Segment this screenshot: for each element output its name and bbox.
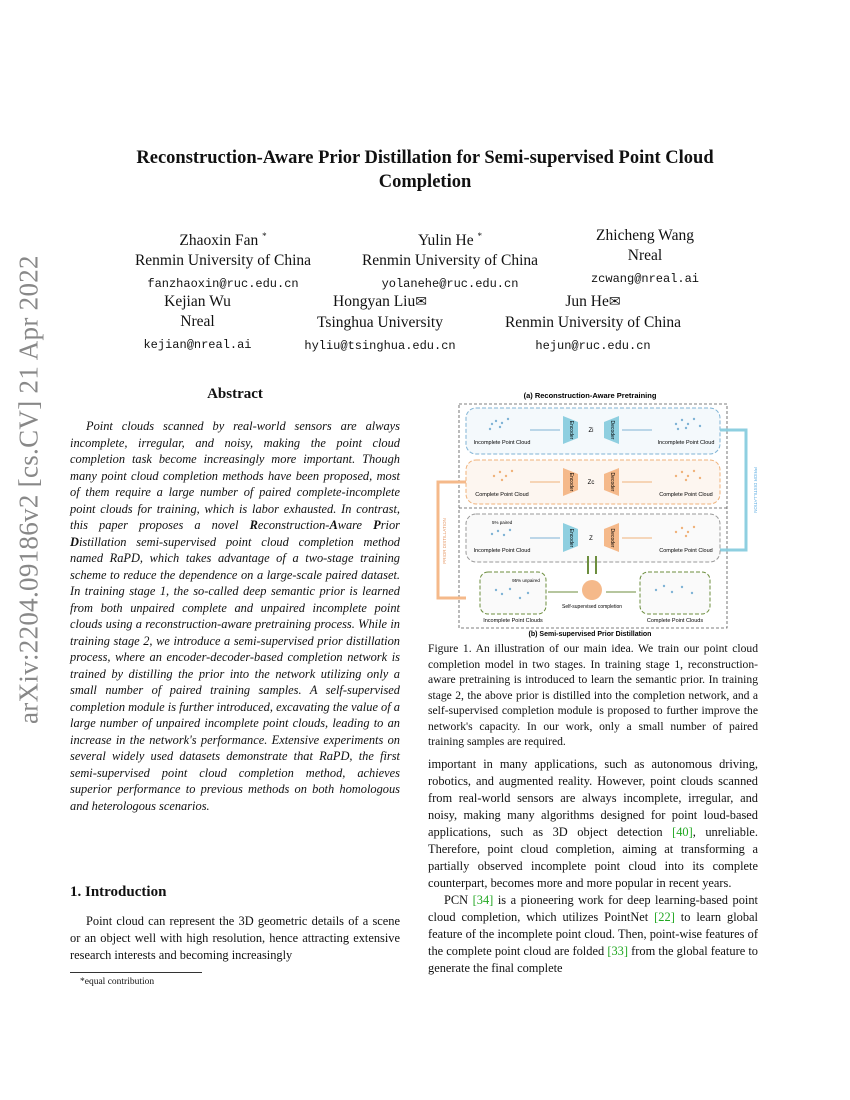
encoder-label: Encoder [568, 420, 574, 440]
author-email[interactable]: hyliu@tsinghua.edu.cn [304, 339, 456, 353]
author-email[interactable]: zcwang@nreal.ai [590, 272, 700, 286]
author-name: Zhicheng Wang [596, 227, 694, 244]
author-block [118, 226, 328, 293]
acronym-rest: econstruction- [257, 518, 330, 532]
body-text: is a pioneering work for deep learning-based point cloud completion, which utilizes PointNet [428, 893, 758, 924]
citation-link[interactable]: [22] [654, 910, 675, 924]
author-block [285, 292, 475, 355]
abstract-body [70, 418, 400, 814]
author-block [488, 292, 698, 355]
figure-1 [430, 386, 770, 638]
intro-body [70, 913, 400, 964]
mail-icon: ✉ [608, 295, 621, 310]
acronym-letter: D [70, 534, 79, 549]
label-paired: 5% paired [492, 520, 513, 525]
body-text: from the global feature to generate the final complete [428, 944, 758, 975]
encoder-label: Encoder [568, 472, 574, 492]
prior-label-left: PRIOR DISTILLATION [442, 518, 447, 564]
prior-connector-right [720, 430, 746, 550]
acronym-rest: rior [380, 518, 400, 532]
label-self-supervised: Self-supervised completion [561, 604, 623, 610]
abstract-heading: Abstract [207, 386, 263, 402]
prior-label-right: PRIOR DISTILLATION [753, 467, 758, 513]
decoder-label: Decoder [609, 420, 615, 440]
citation-link[interactable]: [34] [472, 893, 494, 907]
right-column-body [428, 756, 758, 977]
acronym-letter: R [249, 518, 258, 532]
paper-title: Reconstruction-Aware Prior Distillation for Semi-supervised Point Cloud Completion [136, 148, 714, 192]
body-text: , unreliable. Therefore, point cloud completion, aiming at transforming a partially observed incomplete point cloud into its complete counterpart, becomes more and more popular in recent years. [428, 825, 758, 890]
author-affiliation: Renmin University of China [361, 252, 539, 270]
complete-clouds-box [640, 572, 710, 614]
author-block [345, 226, 555, 293]
figure-title-b: (b) Semi-supervised Prior Distillation [528, 631, 652, 638]
equal-mark: * [477, 231, 482, 241]
label-complete-clouds: Complete Point Clouds [646, 618, 704, 624]
author-affiliation: Nreal [180, 313, 215, 330]
label-incomplete: Incomplete Point Cloud [473, 440, 531, 446]
label-complete: Complete Point Cloud [659, 548, 713, 554]
author-affiliation: Renmin University of China [504, 314, 682, 331]
label-incomplete-clouds: Incomplete Point Clouds [483, 618, 543, 624]
footnote: *equal contribution [80, 977, 155, 987]
latent-zi: Zi [588, 428, 594, 434]
author-name: Yulin He [418, 232, 474, 250]
body-text: PCN [444, 893, 473, 907]
author-email[interactable]: kejian@nreal.ai [143, 338, 252, 352]
citation-link[interactable]: [40] [672, 825, 693, 839]
abstract-text: semi-supervised point cloud completion method named RaPD, which takes advantage of a two-stage training scheme to reduce the dependence on a large-scale paired dataset. In training stage 1, the so-called deep semantic prior is learned from both unpaired complete and unpaired incomplete point clouds using a reconstruction-aware pretraining process. While in training stage 2, we introduce a semi-supervised prior distillation process, where an encoder-decoder-based completion network is trained by distilling the prior into the network utilizing only a small number of paired training samples. A self-supervised completion module is further introduced, excavating the value of a large number of unpaired incomplete point clouds, leading to an increase in the network's performance. Extensive experiments on several widely used datasets demonstrate that RaPD, the first semi-supervised point cloud completion method, achieves superior performance to previous methods on both homologous and heterologous scenarios. [70, 534, 400, 813]
figure-title-a: (a) Reconstruction-Aware Pretraining [523, 391, 657, 400]
author-email[interactable]: fanzhaoxin@ruc.edu.cn [147, 277, 299, 292]
figure-caption: Figure 1. An illustration of our main idea. We train our point cloud completion model in two stages. In training stage 1, reconstruction-aware pretraining is introduced to learn the semantic prior. In training stage 2, the above prior is distilled into the completion network, and a self-supervised completion module is proposed to further improve the network's capacity. In our work, only a small number of paired training samples are required. [428, 642, 758, 748]
mail-icon: ✉ [415, 295, 427, 310]
author-name: Kejian Wu [164, 293, 231, 310]
author-affiliation: Renmin University of China [134, 252, 312, 270]
decoder-label: Decoder [609, 528, 615, 548]
label-unpaired: 95% unpaired [512, 578, 540, 583]
body-text: important in many applications, such as autonomous driving, robotics, and augmented reality. However, point clouds scanned from real-world sensors are always incomplete, irregular, and noisy, making many algorithms designed for point loud-based applications, such as 3D object detection [428, 757, 758, 839]
body-text: to learn global feature of the incomplete point cloud. Then, point-wise features of the complete point cloud are folded [428, 910, 759, 958]
encoder-label: Encoder [568, 528, 574, 548]
footnote-rule [70, 972, 202, 973]
abstract-text: Point clouds scanned by real-world sensors are always incomplete, irregular, and noisy, making the point cloud completion task become increasingly more important. Though many point cloud completion methods have been proposed, most of them require a large number of paired complete-incomplete point clouds for training, which is labor exhausted. In contrast, this paper proposes a novel [70, 419, 400, 532]
acronym-rest: ware [337, 518, 374, 532]
label-complete: Complete Point Cloud [659, 492, 713, 498]
latent-z: Z [589, 536, 593, 542]
author-name: Hongyan Liu [333, 293, 416, 310]
citation-link[interactable]: [33] [607, 944, 628, 958]
intro-paragraph: Point cloud can represent the 3D geometric details of a scene or an object well with high resolution, hence attracting extensive research interests and becoming increasingly [70, 914, 400, 962]
label-incomplete: Incomplete Point Cloud [473, 548, 531, 554]
acronym-letter: A [329, 518, 338, 532]
author-block [125, 292, 270, 354]
author-name: Zhaoxin Fan [179, 232, 259, 250]
arxiv-stamp: arXiv:2204.09186v2 [cs.CV] 21 Apr 2022 [13, 255, 44, 725]
section-heading: 1. Introduction [70, 884, 167, 900]
author-name: Jun He [565, 293, 609, 310]
acronym-rest: istillation [78, 534, 127, 549]
equal-mark: * [262, 231, 267, 241]
author-affiliation: Tsinghua University [317, 314, 443, 331]
author-email[interactable]: hejun@ruc.edu.cn [535, 339, 651, 353]
label-complete: Complete Point Cloud [475, 492, 529, 498]
label-complete: Incomplete Point Cloud [657, 440, 715, 446]
author-affiliation: Nreal [627, 247, 663, 264]
author-block [570, 226, 720, 288]
decoder-label: Decoder [609, 472, 615, 492]
self-supervised-node [582, 580, 602, 600]
latent-zc: Zc [587, 480, 595, 486]
acronym-letter: P [373, 518, 381, 532]
author-email[interactable]: yolanehe@ruc.edu.cn [381, 277, 519, 292]
